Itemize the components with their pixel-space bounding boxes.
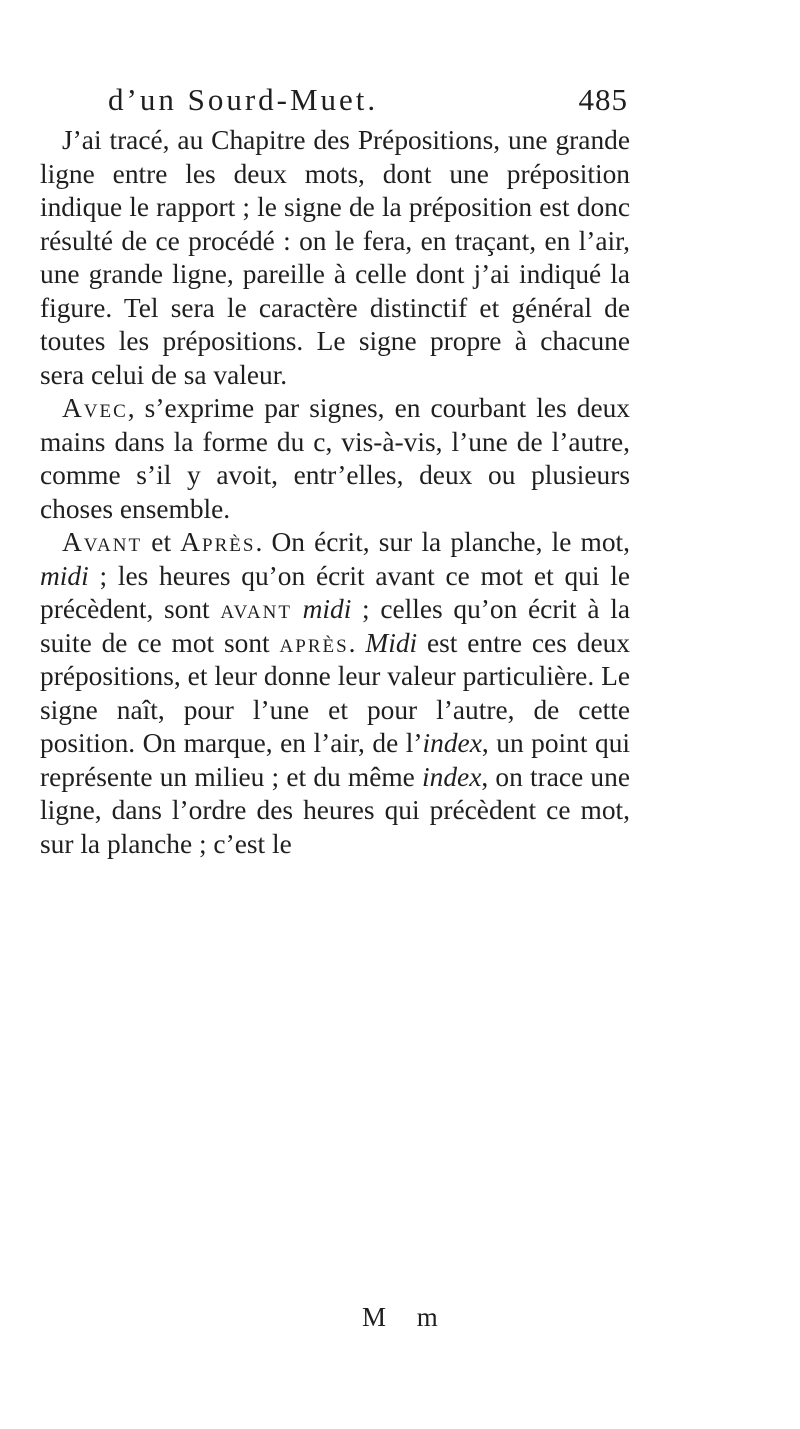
text-segment: est entre ces deux prépositions, et leur donne leur valeur particulière. Le signe naît, pour l’une et pour l’autre, de cette position. On marque, en l’air, de l’ [40, 627, 630, 758]
text-segment: ; les heures qu’on écrit avant ce mot et qui le précèdent, sont [40, 560, 630, 624]
term-apres: Après [180, 527, 256, 557]
italic-midi: midi [40, 560, 89, 591]
text-segment: , un point qui représente un milieu ; et du même [40, 728, 630, 792]
text-segment: . [348, 627, 366, 658]
smallcaps-avant: avant [220, 594, 292, 624]
text-segment: . On écrit, sur la planche, le mot, [255, 527, 630, 557]
text-segment [292, 594, 303, 624]
smallcaps-apres: après [279, 627, 349, 658]
text-segment: ; celles qu’on écrit à la suite de ce mot sont [40, 594, 630, 658]
italic-midi: Midi [365, 627, 418, 658]
italic-index: index [422, 728, 482, 758]
signature-mark: M m [362, 1302, 450, 1332]
term-avant: Avant [62, 527, 143, 557]
paragraph-avec [40, 392, 630, 526]
term-avec: Avec [62, 393, 128, 423]
text-segment: , on trace une ligne, dans l’ordre des heures qui précèdent ce mot, sur la planche ; c’est le [40, 761, 630, 859]
connector-et: et [142, 527, 181, 557]
running-head [108, 82, 628, 122]
paragraph-avec-text: , s’exprime par signes, en courbant les deux mains dans la forme du c, vis-à-vis, l’une de l’autre, comme s’il y avoit, entr’elles, deux ou plusieurs choses ensemble. [40, 393, 630, 524]
italic-index: index [422, 761, 482, 792]
body-text [40, 124, 630, 861]
paragraph-prepositions: J’ai tracé, au Chapitre des Prépositions, une grande ligne entre les deux mots, dont une préposition indique le rapport ; le signe de la préposition est donc résulté de ce procédé : on le fera, en traçant, en l’air, une grande ligne, pareille à celle dont j’ai indiqué la figure. Tel sera le caractère distinctif et général de toutes les prépositions. Le signe propre à chacune sera celui de sa valeur. [40, 125, 630, 390]
paragraph-avant-apres [40, 526, 630, 861]
page-number: 485 [578, 82, 628, 117]
running-title: d’un Sourd-Muet. [108, 82, 379, 117]
italic-midi: midi [302, 594, 352, 624]
